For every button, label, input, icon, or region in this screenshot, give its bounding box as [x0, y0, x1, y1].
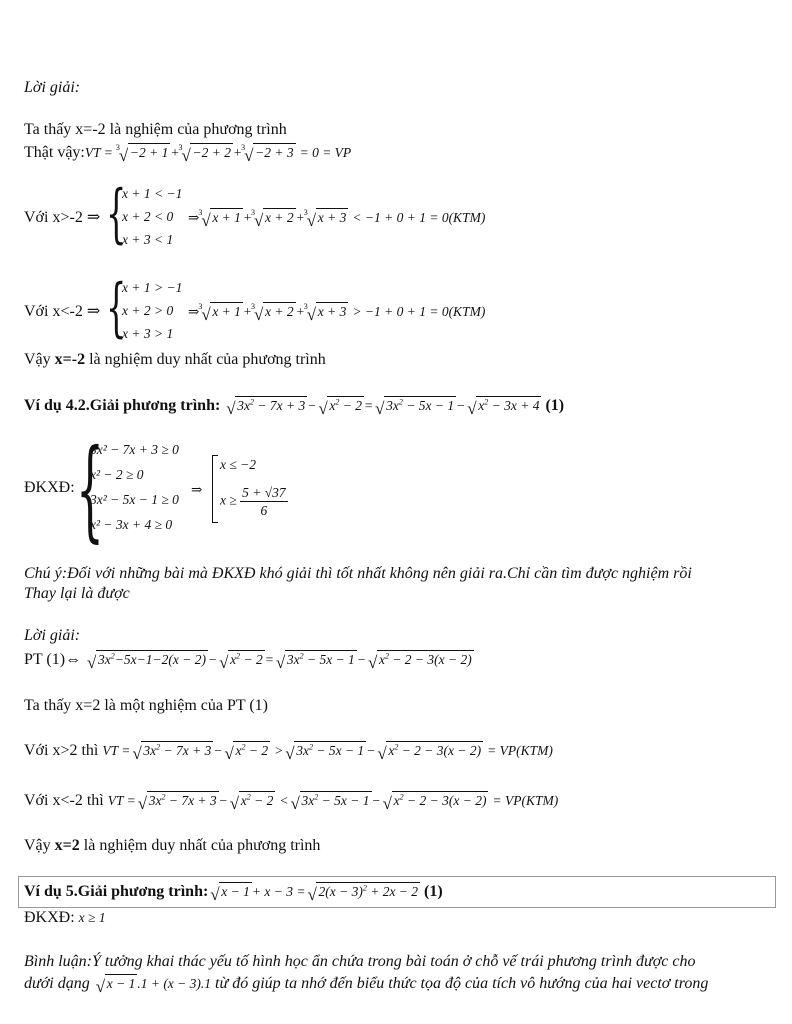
brace-icon: {: [76, 425, 104, 553]
case-label: Với x<-2 ⇒: [24, 303, 101, 320]
math-rhs: = 0 = VP: [299, 145, 352, 160]
cube-root: 3 √ −2 + 3: [241, 143, 294, 165]
system-row: x² − 2 ≥ 0: [90, 467, 144, 482]
system-row: x ≥ $\frac{5 + √37}{6}$: [220, 485, 286, 518]
equation-line: PT (1)⇔ √ $3x^2-5x-1-2(x - 2)$ − √ $x^2 - 2$ = √ $3x^2 - 5x - 1$ − √ $x^2 - 2 - 3(x - 2)$: [24, 651, 472, 672]
implies-icon: ⇒: [191, 482, 203, 497]
verification-line: Thật vậy:VT = 3 √ −2 + 1 + 3 √ −2 + 2 + 3 √ −2 + 3 = 0 = VP: [24, 143, 352, 165]
system-row: x ≤ −2: [220, 457, 257, 472]
system-row: x + 3 > 1: [122, 326, 174, 341]
label: Thật vậy:: [24, 144, 85, 161]
system-row: x + 1 < −1: [122, 186, 183, 201]
note: Thay lại là được: [24, 585, 130, 602]
bracket-icon: [212, 455, 218, 523]
system-row: x + 1 > −1: [122, 280, 183, 295]
fraction: $\frac{5 + √37}{6}$: [242, 485, 286, 518]
example-title: Ví dụ 5.Giải phương trình: √ x − 1 + x − 3 = √ $2(x - 3)^2 + 2x - 2$ (1): [24, 883, 443, 904]
system-row: x + 2 > 0: [122, 303, 174, 318]
example-title: Ví dụ 4.2.Giải phương trình: √ $3x^2 - 7x + 3$ − √ $x^2 - 2$ = √ $3x^2 - 5x - 1$ − √ $x^2 - 3x + 4$ (1): [24, 397, 565, 418]
cube-root: 3 √ −2 + 1: [115, 143, 169, 165]
solution-heading: Lời giải:: [24, 79, 81, 96]
conclusion: Vậy x=-2 là nghiệm duy nhất của phương trình: [24, 351, 326, 368]
conclusion: Vậy x=2 là nghiệm duy nhất của phương trình: [24, 837, 321, 854]
dkxd-line: ĐKXĐ: x ≥ 1: [24, 909, 106, 926]
system-row: x² − 3x + 4 ≥ 0: [90, 517, 173, 532]
dkxd-label: ĐKXĐ:: [24, 479, 75, 496]
comment: Bình luận:Ý tưởng khai thác yếu tố hình học ẩn chứa trong bài toán ở chỗ vế trái phương trình được cho: [24, 953, 696, 970]
case-line: Với x>2 thì VT = √ $3x^2 - 7x + 3$ − √ $x^2 - 2$ > √ $3x^2 - 5x - 1$ − √ $x^2 - 2 - 3(x - 2) = VP(KTM)$: [24, 742, 553, 763]
case-derivation: ⇒ 3 √ x + 1 + 3 √ x + 2 + 3 √ x + 3 < −1 + 0 + 1 = 0(KTM): [188, 208, 486, 230]
system-row: 3x² − 7x + 3 ≥ 0: [90, 442, 179, 457]
note: Chú ý:Đối với những bài mà ĐKXĐ khó giải thì tốt nhất không nên giải ra.Chỉ cần tìm được nghiệm rồi: [24, 565, 692, 582]
brace-icon: {: [106, 177, 127, 251]
case-line: Với x<-2 thì VT = √ $3x^2 - 7x + 3$ − √ $x^2 - 2$ < √ $3x^2 - 5x - 1$ − √ $x^2 - 2 - 3(x - 2) = VP(KTM)$: [24, 792, 559, 813]
math-vt: VT =: [84, 145, 113, 160]
cube-root: 3 √ −2 + 2: [178, 143, 231, 165]
case-label: Với x>-2 ⇒: [24, 209, 101, 226]
case-derivation: ⇒ 3 √ x + 1 + 3 √ x + 2 + 3 √ x + 3 > −1 + 0 + 1 = 0(KTM): [188, 302, 486, 324]
system-row: 3x² − 5x − 1 ≥ 0: [90, 492, 179, 507]
paragraph: Ta thấy x=-2 là nghiệm của phương trình: [24, 121, 287, 138]
solution-heading: Lời giải:: [24, 627, 81, 644]
system-row: x + 3 < 1: [122, 232, 174, 247]
brace-icon: {: [106, 271, 127, 345]
paragraph: Ta thấy x=2 là một nghiệm của PT (1): [24, 697, 268, 714]
comment: dưới dạng √ x − 1 .1 + (x − 3).1 từ đó giúp ta nhớ đến biểu thức tọa độ của tích vô hướng của hai vectơ trong: [24, 975, 709, 996]
system-row: x + 2 < 0: [122, 209, 174, 224]
